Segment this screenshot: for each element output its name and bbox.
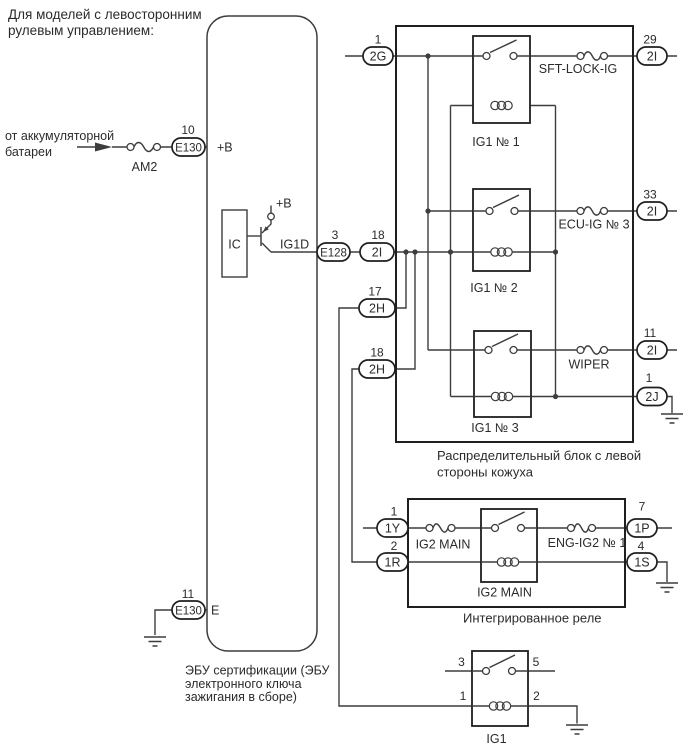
- pin-number: 18: [371, 228, 385, 242]
- relay-pin-2: 2: [533, 689, 540, 703]
- transistor-icon: [247, 206, 274, 253]
- relay-ig1-3: [471, 331, 531, 435]
- ig1d-label: IG1D: [280, 237, 310, 252]
- connector-label: 2G: [369, 49, 387, 64]
- battery-source-line2: батареи: [5, 145, 52, 159]
- fuse-sft-label: SFT-LOCK-IG: [538, 62, 618, 76]
- connector-label: 2I: [646, 49, 658, 64]
- integrated-relay-caption: Интегрированное реле: [463, 610, 602, 626]
- pin-number: 1: [374, 32, 382, 47]
- relay-ig1-bottom: [458, 651, 540, 746]
- fuse-am2-label: AM2: [131, 160, 158, 174]
- connector-2i-pin11: [637, 326, 667, 359]
- relay-pin-1: 1: [459, 689, 467, 703]
- flow-arrow-icon: [95, 143, 112, 152]
- ecu-plus-b-label: +B: [217, 140, 233, 155]
- ground-icon-1s: [656, 583, 678, 592]
- pin-number: 10: [181, 123, 195, 137]
- connector-1s-pin4: [627, 539, 657, 571]
- connector-2i-pin18: [360, 228, 394, 261]
- connector-label: 2H: [369, 301, 385, 316]
- note-lhd: [8, 7, 202, 38]
- wire-branch-2h18: [395, 252, 415, 369]
- pin-number: 4: [637, 539, 645, 553]
- pin-number: 11: [643, 326, 657, 340]
- fuse-ecu-ig3-label: ECU-IG № 3: [558, 217, 630, 232]
- note-line2: рулевым управлением:: [8, 23, 154, 38]
- fuse-eng-ig2-label: ENG-IG2 № 1: [547, 536, 627, 550]
- connector-e130-pin10: [172, 123, 205, 156]
- fuse-wave-icon: [584, 207, 601, 215]
- relay-ig1-1-label: IG1 № 1: [472, 135, 520, 149]
- ecu-caption-line2: электронного ключа: [185, 677, 302, 691]
- pin-number: 3: [331, 228, 339, 242]
- connector-label: 2I: [371, 245, 383, 260]
- fuse-wave-icon: [584, 346, 601, 354]
- connector-label: 1R: [384, 555, 401, 570]
- battery-source-line1: от аккумуляторной: [5, 129, 115, 143]
- relay-pin-5: 5: [532, 655, 540, 669]
- connector-2i-pin29: [637, 33, 667, 66]
- ground-icon-ig1: [566, 725, 588, 734]
- connector-label: 2I: [646, 204, 658, 219]
- pin-number: 18: [370, 345, 384, 360]
- relay-ig1-2: [470, 189, 530, 295]
- pin-number: 33: [643, 187, 657, 202]
- ecu-caption-line3: зажигания в сборе): [185, 690, 297, 704]
- fuse-wave-icon: [584, 52, 601, 60]
- connector-2h-pin18: [359, 346, 395, 379]
- pin-number: 11: [181, 587, 195, 601]
- relay-ig2-main-label: IG2 MAIN: [477, 585, 532, 600]
- connector-1r-pin2: [377, 539, 408, 571]
- fuse-wave-icon: [575, 524, 589, 532]
- connector-1p-pin7: [627, 500, 657, 538]
- relay-ig1-1: [472, 36, 530, 149]
- connector-2i-pin33: [637, 188, 667, 221]
- fuse-wiper-label: WIPER: [568, 357, 610, 372]
- connector-1y-pin1: [377, 505, 408, 538]
- pin-number: 29: [643, 32, 657, 47]
- ecu-outline: [207, 16, 317, 651]
- ecu-caption-line1: ЭБУ сертификации (ЭБУ: [185, 663, 330, 678]
- certification-ecu: [185, 16, 330, 704]
- ground-icon-2j: [661, 414, 683, 423]
- connector-label: E130: [175, 142, 202, 155]
- fuse-am2: [127, 143, 161, 175]
- transistor-plus-b-label: +B: [276, 196, 292, 211]
- connector-label: 1P: [634, 521, 650, 536]
- wire-2h18-to-1r: [352, 369, 377, 562]
- pin-number: 2: [390, 539, 398, 553]
- junction-block-caption2: стороны кожуха: [437, 464, 533, 480]
- pin-number: 1: [645, 371, 653, 385]
- connector-label: 2J: [645, 390, 659, 404]
- ground-icon-e130: [144, 637, 166, 646]
- pin-number: 17: [368, 284, 382, 299]
- connector-label: 1Y: [384, 521, 401, 536]
- connector-label: E128: [320, 247, 347, 260]
- connector-e128-pin3: [317, 228, 350, 261]
- relay-pin-3: 3: [458, 655, 465, 669]
- connector-label: 1S: [634, 555, 650, 570]
- connector-label: 2I: [646, 343, 658, 358]
- relay-ig1-3-label: IG1 № 3: [471, 421, 519, 435]
- relay-ig2-main: [477, 509, 537, 600]
- connector-2g-pin1: [363, 33, 393, 66]
- pin-number: 1: [390, 504, 398, 519]
- pin-number: 7: [638, 499, 646, 514]
- connector-e130-pin11: [172, 587, 205, 619]
- connector-label: 2H: [369, 362, 385, 377]
- fuse-wave-icon: [134, 143, 154, 152]
- connector-label: E130: [175, 605, 202, 618]
- relay-ig1-2-label: IG1 № 2: [470, 281, 518, 295]
- junction-block-caption1: Распределительный блок с левой: [437, 448, 642, 463]
- fuse-wave-icon: [433, 524, 448, 532]
- relay-ig1-label: IG1: [486, 732, 507, 746]
- connector-2h-pin17: [359, 285, 395, 318]
- connector-2j-pin1: [637, 371, 667, 406]
- note-line1: Для моделей с левосторонним: [8, 7, 202, 22]
- fuse-ig2-main-label: IG2 MAIN: [415, 537, 471, 552]
- ecu-e-label: E: [211, 603, 220, 618]
- ic-label: IC: [228, 237, 241, 252]
